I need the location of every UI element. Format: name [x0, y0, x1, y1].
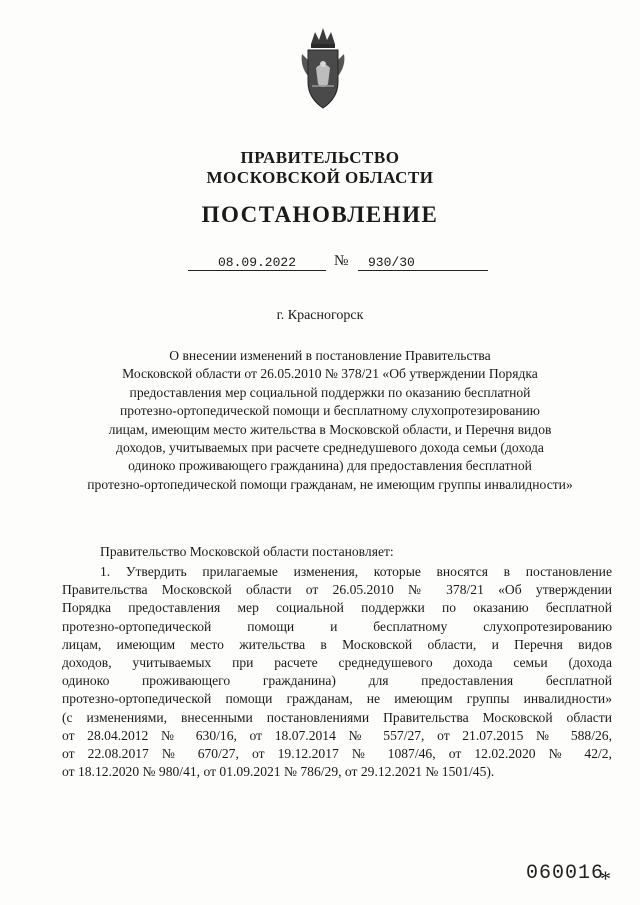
serial-number-stamp: 060016 — [526, 862, 605, 885]
number-sign: № — [334, 253, 349, 269]
decree-date: 08.09.2022 — [188, 255, 326, 271]
body-line: (с изменениями, внесенными постановлениями Правительства Московской области — [62, 709, 612, 725]
government-title-line-1: ПРАВИТЕЛЬСТВО — [240, 148, 400, 167]
body-line: доходов, учитываемых при расчете среднедушевого дохода семьи (дохода — [62, 655, 612, 671]
title-line: одиноко проживающего гражданина) для предоставления бесплатной — [128, 458, 532, 474]
decree-body — [62, 563, 612, 781]
decree-intro: Правительство Московской области постановляет: — [100, 544, 394, 559]
body-line: протезно-ортопедической помощи гражданам, не имеющим группы инвалидности» — [62, 691, 612, 707]
title-line: протезно-ортопедической помощи гражданам, не имеющим группы инвалидности» — [87, 476, 573, 492]
body-line: лицам, имеющим место жительства в Московской области, и Перечня видов — [62, 636, 612, 652]
city-label: г. Красногорск — [276, 308, 364, 323]
body-line: 1. Утвердить прилагаемые изменения, которые вносятся в постановление — [100, 564, 612, 579]
body-line: одиноко проживающего гражданина) для предоставления бесплатной — [62, 673, 612, 689]
moscow-oblast-coat-of-arms-icon — [298, 24, 348, 114]
document-type-heading: ПОСТАНОВЛЕНИЕ — [201, 202, 439, 227]
star-mark: * — [600, 866, 611, 891]
title-line: доходов, учитываемых при расчете среднедушевого дохода семьи (дохода — [116, 440, 544, 456]
title-line: Московской области от 26.05.2010 № 378/21 «Об утверждении Порядка — [122, 366, 538, 382]
title-line: лицам, имеющим место жительства в Московской области, и Перечня видов — [108, 421, 552, 437]
title-line: предоставления мер социальной поддержки по оказанию бесплатной — [129, 384, 531, 400]
title-line: протезно-ортопедической помощи и бесплатному слухопротезированию — [120, 403, 540, 419]
body-line: от 28.04.2012 № 630/16, от 18.07.2014 № 557/27, от 21.07.2015 № 588/26, — [62, 727, 612, 743]
body-line: протезно-ортопедической помощи и бесплатному слухопротезированию — [62, 618, 612, 634]
body-line: от 22.08.2017 № 670/27, от 19.12.2017 № 1087/46, от 12.02.2020 № 42/2, — [62, 746, 612, 762]
government-title-line-2: МОСКОВСКОЙ ОБЛАСТИ — [206, 168, 434, 187]
decree-title — [60, 347, 600, 494]
decree-number: 930/30 — [358, 255, 488, 271]
body-line: Правительства Московской области от 26.05.2010 № 378/21 «Об утверждении — [62, 582, 612, 598]
date-number-line — [0, 253, 640, 275]
body-line: Порядка предоставления мер социальной поддержки по оказанию бесплатной — [62, 600, 612, 616]
title-line: О внесении изменений в постановление Правительства — [169, 348, 491, 363]
body-line: от 18.12.2020 № 980/41, от 01.09.2021 № 786/29, от 29.12.2021 № 1501/45). — [62, 764, 495, 780]
